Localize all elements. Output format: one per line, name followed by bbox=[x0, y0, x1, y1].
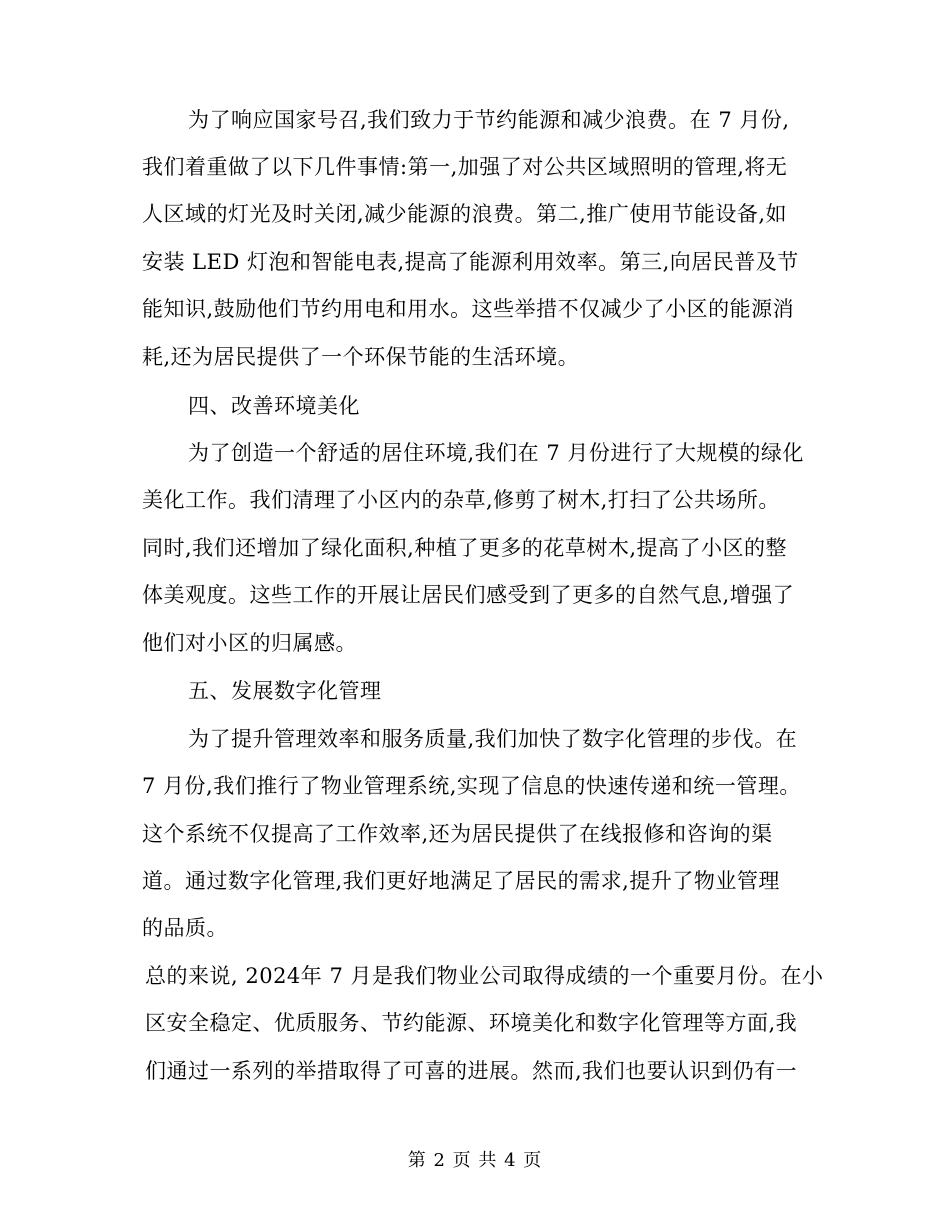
paragraph-line: 能知识,鼓励他们节约用电和用水。这些举措不仅减少了小区的能源消 bbox=[142, 297, 795, 321]
paragraph-line: 人区域的灯光及时关闭,减少能源的浪费。第二,推广使用节能设备,如 bbox=[142, 202, 788, 226]
paragraph-line: 为了响应国家号召,我们致力于节约能源和减少浪费。在 7 月份, bbox=[188, 108, 790, 132]
paragraph-line: 为了提升管理效率和服务质量,我们加快了数字化管理的步伐。在 bbox=[188, 727, 798, 751]
paragraph-line: 美化工作。我们清理了小区内的杂草,修剪了树木,打扫了公共场所。 bbox=[142, 488, 780, 512]
paragraph-line: 这个系统不仅提高了工作效率,还为居民提供了在线报修和咨询的渠 bbox=[142, 822, 773, 846]
paragraph-line: 区安全稳定、优质服务、节约能源、环境美化和数字化管理等方面,我 bbox=[145, 1011, 798, 1035]
paragraph-line: 道。通过数字化管理,我们更好地满足了居民的需求,提升了物业管理 bbox=[142, 869, 780, 893]
paragraph-line: 他们对小区的归属感。 bbox=[142, 631, 357, 655]
paragraph-line: 们通过一系列的举措取得了可喜的进展。然而,我们也要认识到仍有一 bbox=[145, 1059, 798, 1083]
page-number-footer: 第 2 页 共 4 页 bbox=[407, 1150, 543, 1171]
paragraph-line: 同时,我们还增加了绿化面积,种植了更多的花草树木,提高了小区的整 bbox=[142, 536, 788, 560]
paragraph-line: 7 月份,我们推行了物业管理系统,实现了信息的快速传递和统一管理。 bbox=[142, 774, 801, 798]
paragraph-line: 体美观度。这些工作的开展让居民们感受到了更多的自然气息,增强了 bbox=[142, 583, 795, 607]
paragraph-line: 的品质。 bbox=[142, 916, 228, 940]
paragraph-line: 安装 LED 灯泡和智能电表,提高了能源利用效率。第三,向居民普及节 bbox=[142, 250, 799, 274]
paragraph-line: 我们着重做了以下几件事情:第一,加强了对公共区域照明的管理,将无 bbox=[142, 155, 788, 179]
section-heading: 五、发展数字化管理 bbox=[188, 679, 382, 703]
paragraph-line: 耗,还为居民提供了一个环保节能的生活环境。 bbox=[142, 345, 580, 369]
paragraph-line: 为了创造一个舒适的居住环境,我们在 7 月份进行了大规模的绿化 bbox=[188, 441, 804, 465]
section-heading: 四、改善环境美化 bbox=[188, 394, 360, 418]
paragraph-line: 总的来说, 2024年 7 月是我们物业公司取得成绩的一个重要月份。在小 bbox=[145, 964, 824, 988]
